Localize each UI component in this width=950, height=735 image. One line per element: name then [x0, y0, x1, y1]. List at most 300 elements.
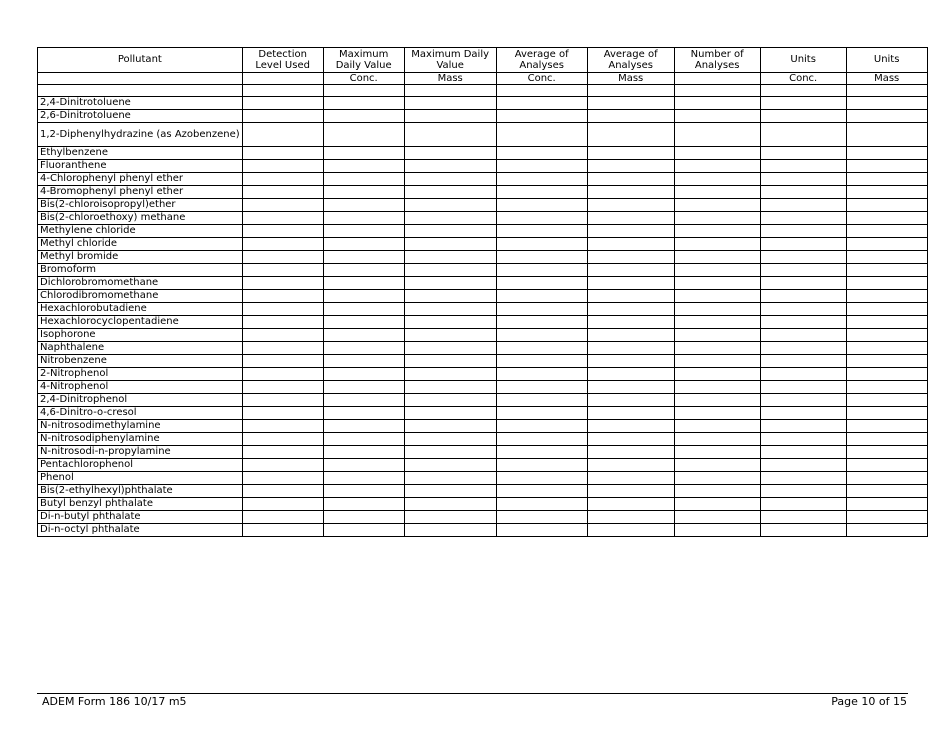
entry-cell[interactable] — [323, 225, 404, 238]
entry-cell[interactable] — [323, 238, 404, 251]
entry-cell[interactable] — [496, 251, 587, 264]
entry-cell[interactable] — [242, 264, 323, 277]
entry-cell[interactable] — [846, 123, 927, 147]
pollutant-name: Chlorodibromomethane — [38, 290, 243, 303]
entry-cell[interactable] — [242, 407, 323, 420]
pollutant-name: Methyl bromide — [38, 251, 243, 264]
entry-cell[interactable] — [760, 498, 846, 511]
entry-cell[interactable] — [587, 420, 674, 433]
table-row — [38, 342, 928, 355]
entry-cell[interactable] — [404, 160, 496, 173]
entry-cell[interactable] — [496, 123, 587, 147]
entry-cell[interactable] — [496, 238, 587, 251]
entry-cell[interactable] — [587, 524, 674, 537]
entry-cell[interactable] — [323, 381, 404, 394]
entry-cell[interactable] — [846, 238, 927, 251]
entry-cell[interactable] — [404, 524, 496, 537]
entry-cell[interactable] — [674, 407, 760, 420]
entry-cell[interactable] — [404, 290, 496, 303]
entry-cell[interactable] — [760, 472, 846, 485]
entry-cell[interactable] — [674, 173, 760, 186]
entry-cell[interactable] — [404, 355, 496, 368]
entry-cell[interactable] — [674, 329, 760, 342]
entry-cell[interactable] — [587, 225, 674, 238]
entry-cell[interactable] — [323, 316, 404, 329]
entry-cell[interactable] — [242, 342, 323, 355]
entry-cell[interactable] — [404, 394, 496, 407]
entry-cell[interactable] — [587, 394, 674, 407]
entry-cell[interactable] — [496, 472, 587, 485]
entry-cell[interactable] — [404, 123, 496, 147]
entry-cell[interactable] — [242, 173, 323, 186]
entry-cell[interactable] — [496, 264, 587, 277]
entry-cell[interactable] — [404, 498, 496, 511]
entry-cell[interactable] — [496, 290, 587, 303]
entry-cell[interactable] — [404, 199, 496, 212]
entry-cell[interactable] — [846, 290, 927, 303]
entry-cell[interactable] — [674, 238, 760, 251]
entry-cell[interactable] — [760, 199, 846, 212]
entry-cell[interactable] — [760, 511, 846, 524]
entry-cell[interactable] — [587, 97, 674, 110]
entry-cell[interactable] — [323, 303, 404, 316]
entry-cell[interactable] — [242, 459, 323, 472]
entry-cell[interactable] — [587, 355, 674, 368]
col-header-avg-conc: Average of Analyses — [496, 48, 587, 73]
table-row — [38, 123, 928, 147]
table-row — [38, 225, 928, 238]
entry-cell[interactable] — [242, 485, 323, 498]
entry-cell[interactable] — [674, 394, 760, 407]
entry-cell[interactable] — [587, 110, 674, 123]
entry-cell[interactable] — [323, 420, 404, 433]
entry-cell[interactable] — [404, 433, 496, 446]
entry-cell[interactable] — [760, 381, 846, 394]
entry-cell[interactable] — [404, 407, 496, 420]
entry-cell[interactable] — [846, 160, 927, 173]
entry-cell[interactable] — [496, 186, 587, 199]
pollutant-name: 4,6-Dinitro-o-cresol — [38, 407, 243, 420]
entry-cell[interactable] — [242, 446, 323, 459]
entry-cell[interactable] — [587, 329, 674, 342]
entry-cell[interactable] — [242, 199, 323, 212]
entry-cell[interactable] — [846, 264, 927, 277]
entry-cell[interactable] — [496, 173, 587, 186]
entry-cell[interactable] — [674, 160, 760, 173]
entry-cell[interactable] — [323, 160, 404, 173]
entry-cell[interactable] — [846, 485, 927, 498]
entry-cell[interactable] — [496, 407, 587, 420]
entry-cell[interactable] — [323, 123, 404, 147]
header-row — [38, 48, 928, 73]
entry-cell[interactable] — [323, 459, 404, 472]
entry-cell[interactable] — [587, 459, 674, 472]
entry-cell[interactable] — [674, 212, 760, 225]
entry-cell[interactable] — [404, 186, 496, 199]
blank-row — [38, 85, 928, 97]
entry-cell[interactable] — [496, 160, 587, 173]
pollutant-name: 2-Nitrophenol — [38, 368, 243, 381]
col-header-avg-mass: Average of Analyses — [587, 48, 674, 73]
entry-cell[interactable] — [760, 238, 846, 251]
entry-cell[interactable] — [587, 199, 674, 212]
entry-cell[interactable] — [674, 277, 760, 290]
entry-cell[interactable] — [674, 433, 760, 446]
table-row — [38, 472, 928, 485]
entry-cell[interactable] — [323, 524, 404, 537]
entry-cell[interactable] — [587, 303, 674, 316]
subheader-cell: Mass — [846, 73, 927, 85]
entry-cell[interactable] — [323, 212, 404, 225]
entry-cell[interactable] — [674, 97, 760, 110]
entry-cell[interactable] — [846, 212, 927, 225]
entry-cell[interactable] — [760, 97, 846, 110]
entry-cell[interactable] — [587, 264, 674, 277]
entry-cell[interactable] — [496, 446, 587, 459]
entry-cell[interactable] — [496, 524, 587, 537]
entry-cell[interactable] — [496, 381, 587, 394]
entry-cell[interactable] — [323, 485, 404, 498]
entry-cell[interactable] — [496, 355, 587, 368]
entry-cell[interactable] — [496, 199, 587, 212]
pollutant-name: Dichlorobromomethane — [38, 277, 243, 290]
entry-cell[interactable] — [674, 186, 760, 199]
entry-cell[interactable] — [846, 316, 927, 329]
entry-cell[interactable] — [496, 459, 587, 472]
entry-cell[interactable] — [242, 368, 323, 381]
entry-cell[interactable] — [846, 173, 927, 186]
pollutant-name: Bis(2-ethylhexyl)phthalate — [38, 485, 243, 498]
entry-cell[interactable] — [587, 316, 674, 329]
entry-cell[interactable] — [323, 407, 404, 420]
entry-cell[interactable] — [242, 251, 323, 264]
entry-cell[interactable] — [404, 329, 496, 342]
entry-cell[interactable] — [496, 147, 587, 160]
entry-cell[interactable] — [242, 498, 323, 511]
entry-cell[interactable] — [846, 446, 927, 459]
entry-cell[interactable] — [760, 420, 846, 433]
table-row — [38, 316, 928, 329]
table-row — [38, 290, 928, 303]
entry-cell[interactable] — [587, 511, 674, 524]
entry-cell[interactable] — [760, 277, 846, 290]
pollutant-name: 1,2-Diphenylhydrazine (as Azobenzene) — [38, 123, 243, 147]
entry-cell[interactable] — [404, 316, 496, 329]
entry-cell[interactable] — [242, 277, 323, 290]
entry-cell[interactable] — [404, 110, 496, 123]
entry-cell[interactable] — [846, 186, 927, 199]
entry-cell[interactable] — [846, 342, 927, 355]
entry-cell[interactable] — [496, 97, 587, 110]
entry-cell[interactable] — [587, 238, 674, 251]
entry-cell[interactable] — [846, 498, 927, 511]
entry-cell[interactable] — [496, 433, 587, 446]
entry-cell[interactable] — [760, 394, 846, 407]
entry-cell[interactable] — [587, 381, 674, 394]
entry-cell[interactable] — [674, 251, 760, 264]
entry-cell[interactable] — [587, 277, 674, 290]
entry-cell[interactable] — [587, 368, 674, 381]
entry-cell[interactable] — [674, 123, 760, 147]
table-row — [38, 524, 928, 537]
table-row — [38, 498, 928, 511]
entry-cell[interactable] — [846, 433, 927, 446]
subheader-cell: Conc. — [760, 73, 846, 85]
entry-cell[interactable] — [404, 381, 496, 394]
entry-cell[interactable] — [846, 472, 927, 485]
entry-cell[interactable] — [242, 394, 323, 407]
entry-cell[interactable] — [242, 225, 323, 238]
subheader-cell: Mass — [404, 73, 496, 85]
entry-cell[interactable] — [674, 498, 760, 511]
entry-cell[interactable] — [404, 446, 496, 459]
entry-cell[interactable] — [674, 368, 760, 381]
entry-cell[interactable] — [242, 433, 323, 446]
entry-cell[interactable] — [404, 485, 496, 498]
entry-cell[interactable] — [242, 329, 323, 342]
entry-cell[interactable] — [674, 110, 760, 123]
entry-cell[interactable] — [674, 342, 760, 355]
entry-cell[interactable] — [404, 238, 496, 251]
entry-cell[interactable] — [587, 160, 674, 173]
entry-cell[interactable] — [323, 433, 404, 446]
entry-cell[interactable] — [846, 97, 927, 110]
entry-cell[interactable] — [323, 186, 404, 199]
entry-cell[interactable] — [674, 420, 760, 433]
pollutant-rows — [38, 97, 928, 537]
entry-cell[interactable] — [674, 355, 760, 368]
entry-cell[interactable] — [242, 511, 323, 524]
entry-cell[interactable] — [404, 212, 496, 225]
entry-cell[interactable] — [674, 459, 760, 472]
entry-cell[interactable] — [760, 173, 846, 186]
entry-cell[interactable] — [587, 173, 674, 186]
entry-cell[interactable] — [242, 472, 323, 485]
entry-cell[interactable] — [323, 355, 404, 368]
entry-cell[interactable] — [242, 524, 323, 537]
entry-cell[interactable] — [496, 498, 587, 511]
entry-cell[interactable] — [674, 290, 760, 303]
entry-cell[interactable] — [760, 110, 846, 123]
pollutant-name: Di-n-butyl phthalate — [38, 511, 243, 524]
entry-cell[interactable] — [674, 381, 760, 394]
entry-cell[interactable] — [242, 381, 323, 394]
entry-cell[interactable] — [760, 251, 846, 264]
entry-cell[interactable] — [404, 225, 496, 238]
entry-cell[interactable] — [760, 459, 846, 472]
entry-cell[interactable] — [760, 290, 846, 303]
entry-cell[interactable] — [587, 407, 674, 420]
entry-cell[interactable] — [674, 446, 760, 459]
entry-cell[interactable] — [674, 472, 760, 485]
entry-cell[interactable] — [587, 342, 674, 355]
entry-cell[interactable] — [496, 316, 587, 329]
entry-cell[interactable] — [674, 147, 760, 160]
pollutant-name: 2,6-Dinitrotoluene — [38, 110, 243, 123]
entry-cell[interactable] — [496, 329, 587, 342]
entry-cell[interactable] — [404, 277, 496, 290]
entry-cell[interactable] — [323, 329, 404, 342]
entry-cell[interactable] — [242, 110, 323, 123]
entry-cell[interactable] — [760, 407, 846, 420]
entry-cell[interactable] — [242, 420, 323, 433]
table-row — [38, 485, 928, 498]
entry-cell[interactable] — [323, 511, 404, 524]
entry-cell[interactable] — [323, 342, 404, 355]
entry-cell[interactable] — [674, 524, 760, 537]
entry-cell[interactable] — [846, 277, 927, 290]
entry-cell[interactable] — [242, 186, 323, 199]
entry-cell[interactable] — [496, 511, 587, 524]
entry-cell[interactable] — [846, 368, 927, 381]
entry-cell[interactable] — [323, 290, 404, 303]
entry-cell[interactable] — [587, 147, 674, 160]
entry-cell[interactable] — [674, 225, 760, 238]
entry-cell[interactable] — [496, 303, 587, 316]
entry-cell[interactable] — [496, 110, 587, 123]
entry-cell[interactable] — [242, 123, 323, 147]
entry-cell[interactable] — [587, 446, 674, 459]
entry-cell[interactable] — [760, 186, 846, 199]
entry-cell[interactable] — [404, 303, 496, 316]
entry-cell[interactable] — [760, 225, 846, 238]
entry-cell[interactable] — [846, 524, 927, 537]
entry-cell[interactable] — [404, 147, 496, 160]
entry-cell[interactable] — [587, 212, 674, 225]
entry-cell[interactable] — [846, 420, 927, 433]
entry-cell[interactable] — [846, 329, 927, 342]
entry-cell[interactable] — [760, 316, 846, 329]
entry-cell[interactable] — [760, 303, 846, 316]
entry-cell[interactable] — [846, 199, 927, 212]
entry-cell[interactable] — [323, 264, 404, 277]
entry-cell[interactable] — [760, 329, 846, 342]
entry-cell[interactable] — [242, 355, 323, 368]
entry-cell[interactable] — [242, 303, 323, 316]
entry-cell[interactable] — [404, 264, 496, 277]
entry-cell[interactable] — [587, 433, 674, 446]
entry-cell[interactable] — [404, 173, 496, 186]
entry-cell[interactable] — [760, 446, 846, 459]
entry-cell[interactable] — [760, 433, 846, 446]
table-row — [38, 186, 928, 199]
entry-cell[interactable] — [323, 251, 404, 264]
entry-cell[interactable] — [846, 147, 927, 160]
table-row — [38, 407, 928, 420]
entry-cell[interactable] — [404, 251, 496, 264]
entry-cell[interactable] — [242, 238, 323, 251]
entry-cell[interactable] — [404, 342, 496, 355]
entry-cell[interactable] — [760, 147, 846, 160]
subheader-cell — [674, 73, 760, 85]
entry-cell[interactable] — [846, 407, 927, 420]
entry-cell[interactable] — [587, 123, 674, 147]
entry-cell[interactable] — [242, 147, 323, 160]
entry-cell[interactable] — [674, 264, 760, 277]
entry-cell[interactable] — [674, 511, 760, 524]
entry-cell[interactable] — [760, 368, 846, 381]
table-row — [38, 251, 928, 264]
entry-cell[interactable] — [242, 97, 323, 110]
entry-cell[interactable] — [496, 420, 587, 433]
entry-cell[interactable] — [242, 212, 323, 225]
entry-cell[interactable] — [846, 381, 927, 394]
entry-cell[interactable] — [760, 123, 846, 147]
col-header-detection-level: Detection Level Used — [242, 48, 323, 73]
entry-cell[interactable] — [323, 97, 404, 110]
entry-cell[interactable] — [846, 355, 927, 368]
entry-cell[interactable] — [323, 394, 404, 407]
entry-cell[interactable] — [846, 459, 927, 472]
entry-cell[interactable] — [242, 160, 323, 173]
entry-cell[interactable] — [760, 355, 846, 368]
entry-cell[interactable] — [404, 459, 496, 472]
entry-cell[interactable] — [323, 498, 404, 511]
entry-cell[interactable] — [587, 485, 674, 498]
entry-cell[interactable] — [760, 160, 846, 173]
entry-cell[interactable] — [760, 342, 846, 355]
entry-cell[interactable] — [587, 251, 674, 264]
entry-cell[interactable] — [323, 277, 404, 290]
entry-cell[interactable] — [587, 472, 674, 485]
entry-cell[interactable] — [587, 498, 674, 511]
subheader-cell: Mass — [587, 73, 674, 85]
entry-cell[interactable] — [496, 225, 587, 238]
entry-cell[interactable] — [242, 290, 323, 303]
entry-cell[interactable] — [323, 147, 404, 160]
entry-cell[interactable] — [496, 277, 587, 290]
entry-cell[interactable] — [674, 485, 760, 498]
entry-cell[interactable] — [846, 303, 927, 316]
entry-cell[interactable] — [496, 212, 587, 225]
entry-cell[interactable] — [587, 186, 674, 199]
entry-cell[interactable] — [760, 212, 846, 225]
entry-cell[interactable] — [323, 368, 404, 381]
entry-cell[interactable] — [323, 446, 404, 459]
entry-cell[interactable] — [496, 394, 587, 407]
entry-cell[interactable] — [496, 368, 587, 381]
entry-cell[interactable] — [323, 173, 404, 186]
pollutant-name: Hexachlorocyclopentadiene — [38, 316, 243, 329]
entry-cell[interactable] — [846, 251, 927, 264]
entry-cell[interactable] — [404, 511, 496, 524]
form-id: ADEM Form 186 10/17 m5 — [42, 695, 187, 708]
entry-cell[interactable] — [846, 110, 927, 123]
entry-cell[interactable] — [496, 342, 587, 355]
pollutant-name: Bis(2-chloroisopropyl)ether — [38, 199, 243, 212]
entry-cell[interactable] — [404, 97, 496, 110]
entry-cell[interactable] — [674, 303, 760, 316]
entry-cell[interactable] — [323, 199, 404, 212]
entry-cell[interactable] — [760, 264, 846, 277]
entry-cell[interactable] — [404, 472, 496, 485]
entry-cell[interactable] — [404, 368, 496, 381]
entry-cell[interactable] — [404, 420, 496, 433]
entry-cell[interactable] — [674, 199, 760, 212]
pollutant-name: Pentachlorophenol — [38, 459, 243, 472]
entry-cell[interactable] — [674, 316, 760, 329]
entry-cell[interactable] — [760, 485, 846, 498]
entry-cell[interactable] — [242, 316, 323, 329]
entry-cell[interactable] — [323, 472, 404, 485]
entry-cell[interactable] — [760, 524, 846, 537]
entry-cell[interactable] — [846, 225, 927, 238]
entry-cell[interactable] — [846, 511, 927, 524]
entry-cell[interactable] — [323, 110, 404, 123]
entry-cell[interactable] — [587, 290, 674, 303]
entry-cell[interactable] — [496, 485, 587, 498]
entry-cell[interactable] — [846, 394, 927, 407]
